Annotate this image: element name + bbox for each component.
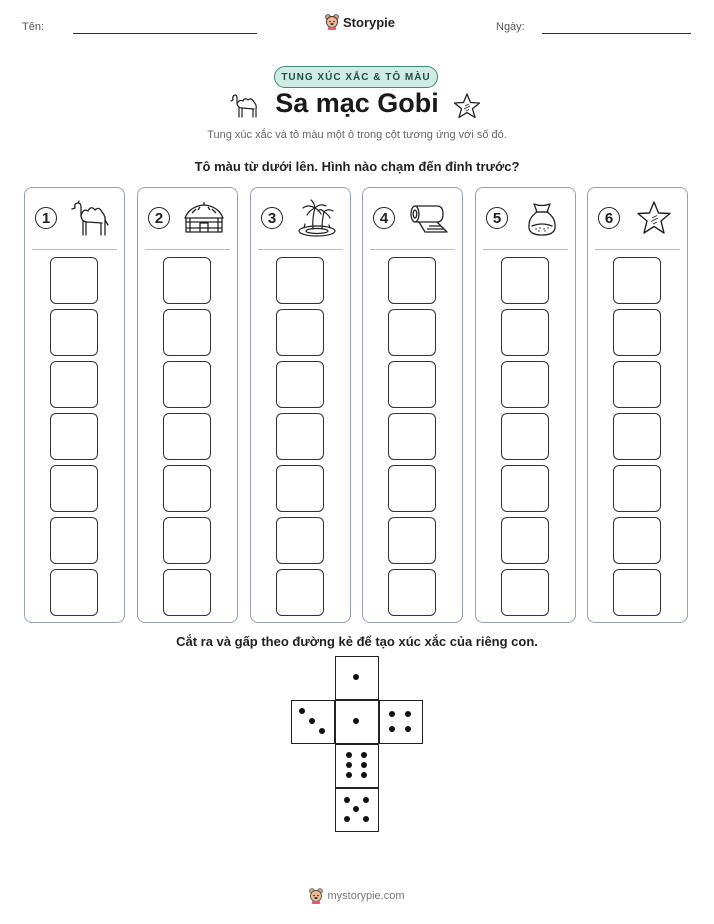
color-cell[interactable] [276,517,324,564]
color-cell[interactable] [50,465,98,512]
color-cell[interactable] [501,465,549,512]
pip [344,797,350,803]
color-cell[interactable] [613,569,661,616]
color-cell[interactable] [276,465,324,512]
bear-logo-icon [309,888,323,904]
page-title: Sa mạc Gobi [275,88,439,118]
rolled-carpet-icon [407,198,451,240]
column-6 [587,187,688,623]
dice-face-one-top [335,656,379,700]
pip [363,797,369,803]
color-cell[interactable] [501,257,549,304]
color-cell[interactable] [613,465,661,512]
bear-logo-icon [325,14,339,30]
color-cell[interactable] [50,569,98,616]
pip [361,762,367,768]
date-label: Ngày: [496,21,525,33]
color-cell[interactable] [501,517,549,564]
column-3 [250,187,351,623]
star-icon [632,198,676,240]
color-cell[interactable] [388,517,436,564]
game-instruction: Tô màu từ dưới lên. Hình nào chạm đến đỉnh trước? [194,159,520,174]
pip [353,806,359,812]
color-cell[interactable] [276,309,324,356]
color-cell[interactable] [50,517,98,564]
color-cell[interactable] [388,569,436,616]
pip [389,726,395,732]
color-cell[interactable] [613,361,661,408]
color-cell[interactable] [50,309,98,356]
column-number: 4 [373,207,395,229]
color-cell[interactable] [50,361,98,408]
color-cell[interactable] [163,517,211,564]
name-label: Tên: [22,21,45,33]
pip [346,762,352,768]
color-cell[interactable] [50,257,98,304]
column-divider [370,249,455,250]
column-divider [258,249,343,250]
dice-face-three [291,700,335,744]
column-4 [362,187,463,623]
color-cell[interactable] [388,413,436,460]
pip [405,726,411,732]
brand-name: Storypie [343,14,396,30]
color-cell[interactable] [388,309,436,356]
color-cell[interactable] [501,361,549,408]
pip [389,711,395,717]
oasis-palm-icon [295,198,339,240]
column-1 [24,187,125,623]
color-cell[interactable] [388,257,436,304]
column-number: 6 [598,207,620,229]
pip [353,718,359,724]
pip [309,718,315,724]
brand-logo [325,14,395,30]
column-5 [475,187,576,623]
pip [319,728,325,734]
column-2 [137,187,238,623]
color-cell[interactable] [276,257,324,304]
color-cell[interactable] [501,413,549,460]
color-cell[interactable] [163,257,211,304]
color-cell[interactable] [613,257,661,304]
dice-face-six [335,744,379,788]
footer [0,888,714,904]
column-number: 3 [261,207,283,229]
dice-face-four [379,700,423,744]
color-cell[interactable] [501,309,549,356]
color-cell[interactable] [163,465,211,512]
column-divider [145,249,230,250]
color-cell[interactable] [613,517,661,564]
color-cell[interactable] [613,413,661,460]
color-cell[interactable] [501,569,549,616]
color-cell[interactable] [613,309,661,356]
dice-face-one-center [335,700,379,744]
star-title-icon [452,92,482,120]
color-cell[interactable] [276,413,324,460]
yurt-icon [182,198,226,240]
page-subtitle: Tung xúc xắc và tô màu một ô trong cột tương ứng với số đó. [207,129,507,141]
color-cell[interactable] [388,465,436,512]
column-divider [483,249,568,250]
date-line [542,33,691,34]
color-cell[interactable] [276,569,324,616]
pip [405,711,411,717]
pip [361,752,367,758]
pip [346,752,352,758]
column-number: 2 [148,207,170,229]
pip [361,772,367,778]
name-line [73,33,257,34]
pip [353,674,359,680]
color-cell[interactable] [163,361,211,408]
sack-icon [520,198,564,240]
activity-badge: TUNG XÚC XẮC & TÔ MÀU [274,66,438,88]
color-cell[interactable] [163,413,211,460]
dice-instruction: Cắt ra và gấp theo đường kẻ để tạo xúc xắc của riêng con. [176,634,538,649]
dice-face-five [335,788,379,832]
footer-url[interactable]: mystorypie.com [327,890,405,902]
color-cell[interactable] [388,361,436,408]
pip [363,816,369,822]
color-cell[interactable] [276,361,324,408]
color-cell[interactable] [163,569,211,616]
pip [299,708,305,714]
column-number: 5 [486,207,508,229]
color-cell[interactable] [163,309,211,356]
camel-icon [69,198,113,240]
column-divider [32,249,117,250]
pip [346,772,352,778]
color-cell[interactable] [50,413,98,460]
column-number: 1 [35,207,57,229]
column-divider [595,249,680,250]
pip [344,816,350,822]
